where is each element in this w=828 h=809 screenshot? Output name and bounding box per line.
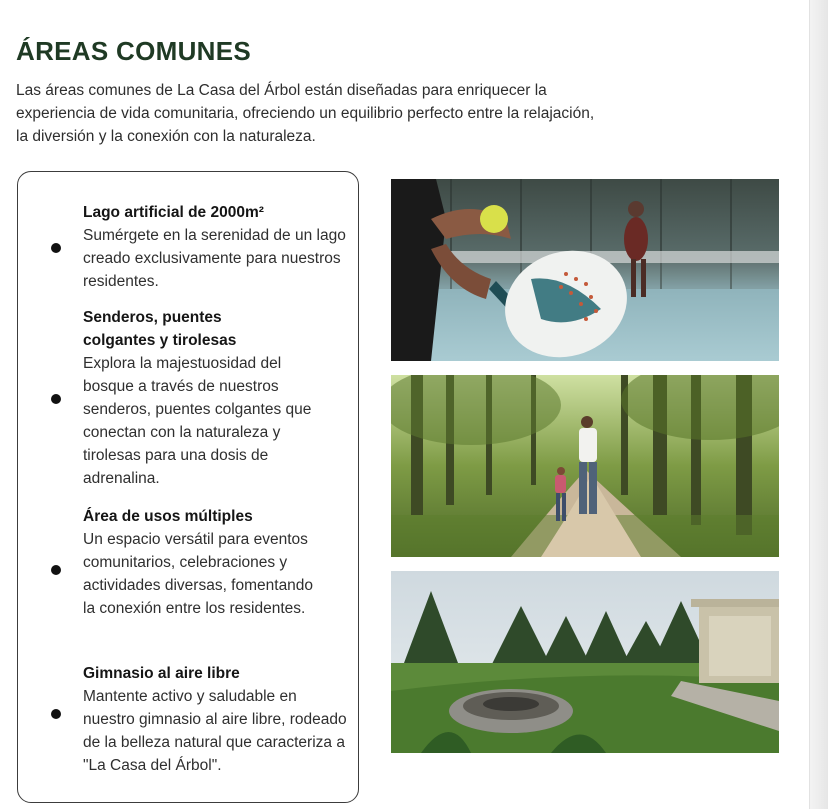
amenity-description: Un espacio versátil para eventos comunitarios, celebraciones y actividades diversas, fomentando la conexión entre los residentes. [83,531,314,617]
amenity-description: Sumérgete en la serenidad de un lago creado exclusivamente para nuestros residentes. [83,227,346,290]
amenities-card [17,171,359,803]
bullet-icon [51,709,61,719]
amenity-title: Área de usos múltiples [83,508,253,525]
amenity-title: Lago artificial de 2000m² [83,204,264,221]
bullet-icon [51,243,61,253]
page-edge [809,0,828,809]
amenity-description: Mantente activo y saludable en nuestro gimnasio al aire libre, rodeado de la belleza natural que caracteriza a "La Casa del Árbol". [83,688,347,774]
amenity-description: Explora la majestuosidad del bosque a través de nuestros senderos, puentes colgantes que conectan con la naturaleza y tirolesas para una dosis de adrenalina. [83,355,312,487]
bullet-icon [51,565,61,575]
amenity-title: Senderos, puentes colgantes y tirolesas [83,309,237,349]
garden-fire-pit-photo [391,571,779,753]
amenity-title: Gimnasio al aire libre [83,665,240,682]
intro-paragraph: Las áreas comunes de La Casa del Árbol están diseñadas para enriquecer la experiencia de vida comunitaria, ofreciendo un equilibrio perfecto entre la relajación, la diversión y la conexión con la naturaleza. [16,82,595,145]
bullet-icon [51,394,61,404]
forest-trail-photo [391,375,779,557]
page-title: ÁREAS COMUNES [16,36,252,66]
padel-court-photo [391,179,779,361]
